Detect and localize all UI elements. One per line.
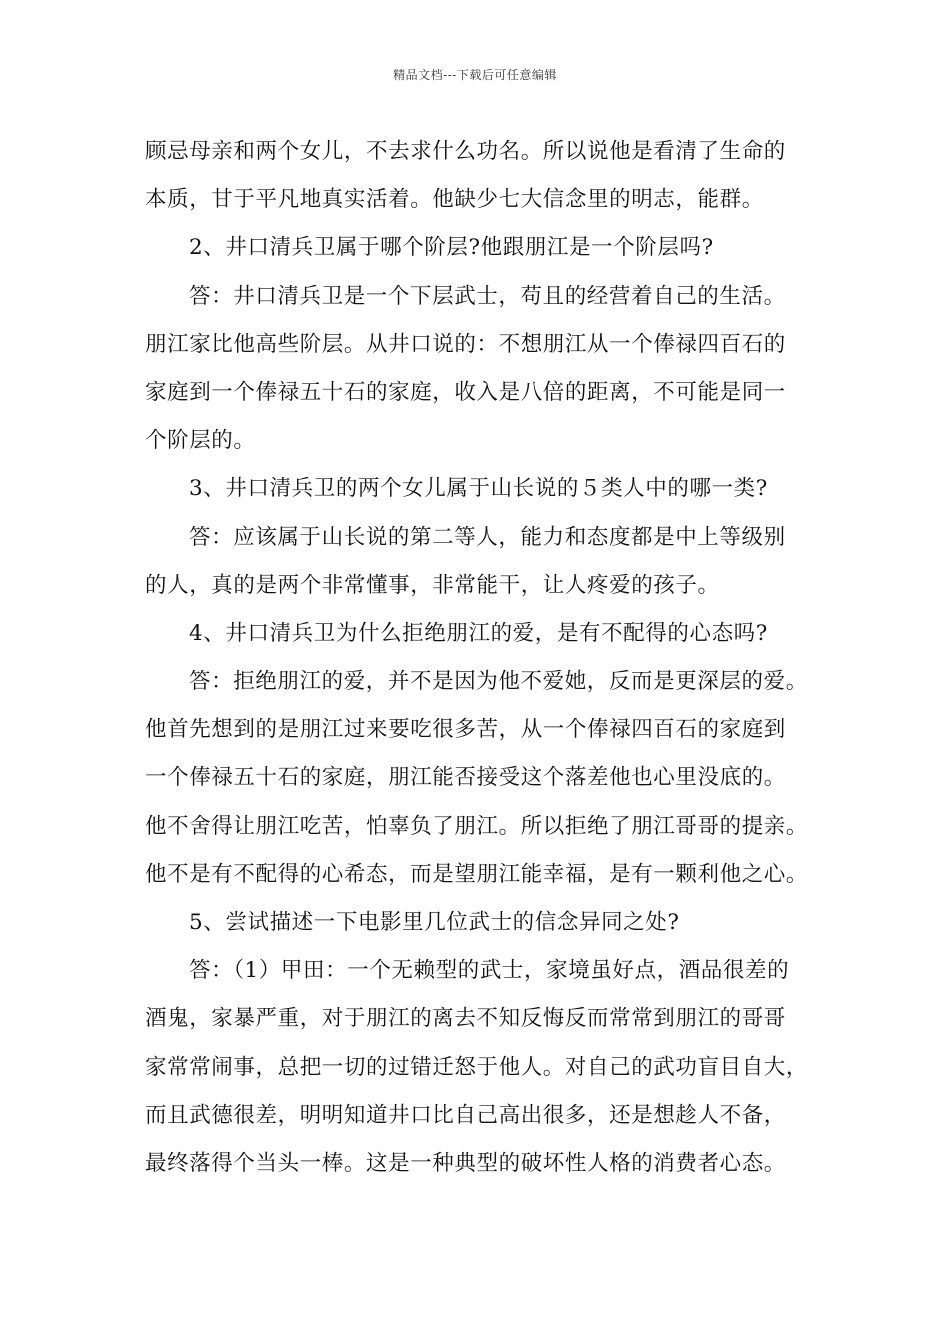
answer-line: 答：井口清兵卫是一个下层武士，苟且的经营着自己的生活。 [189, 283, 786, 309]
document-body [145, 128, 825, 1188]
text-line: 个阶层的。 [145, 428, 256, 454]
text-line: 一个俸禄五十石的家庭，朋江能否接受这个落差他也心里没底的。 [145, 765, 786, 791]
question-line: 3、井口清兵卫的两个女儿属于山长说的５类人中的哪一类? [189, 476, 768, 502]
text-line: 最终落得个当头一棒。这是一种典型的破坏性人格的消费者心态。 [145, 1150, 786, 1176]
answer-line: 答：应该属于山长说的第二等人，能力和态度都是中上等级别 [189, 524, 786, 550]
text-line: 朋江家比他高些阶层。从井口说的：不想朋江从一个俸禄四百石的 [145, 331, 786, 357]
question-line: 5、尝试描述一下电影里几位武士的信念异同之处? [189, 910, 680, 935]
text-line: 的人，真的是两个非常懂事，非常能干，让人疼爱的孩子。 [145, 572, 720, 598]
text-line: 他不是有不配得的心希态，而是望朋江能幸福，是有一颗利他之心。 [145, 861, 809, 887]
answer-line: 答：（1）甲田：一个无赖型的武士，家境虽好点，酒品很差的 [189, 958, 790, 984]
text-line: 酒鬼，家暴严重，对于朋江的离去不知反悔反而常常到朋江的哥哥 [145, 1006, 786, 1032]
page-header: 精品文档---下载后可任意编辑 [393, 68, 557, 82]
text-line: 本质，甘于平凡地真实活着。他缺少七大信念里的明志，能群。 [145, 187, 764, 213]
question-line: 4、井口清兵卫为什么拒绝朋江的爱，是有不配得的心态吗? [189, 620, 768, 646]
text-line: 而且武德很差，明明知道井口比自己高出很多，还是想趁人不备， [145, 1102, 786, 1128]
text-line: 家常常闹事，总把一切的过错迁怒于他人。对自己的武功盲目自大， [145, 1054, 809, 1080]
answer-line: 答：拒绝朋江的爱，并不是因为他不爱她，反而是更深层的爱。 [189, 669, 808, 695]
question-line: 2、井口清兵卫属于哪个阶层?他跟朋江是一个阶层吗? [189, 235, 714, 261]
text-line: 家庭到一个俸禄五十石的家庭，收入是八倍的距离，不可能是同一 [145, 379, 786, 405]
text-line: 他不舍得让朋江吃苦，怕辜负了朋江。所以拒绝了朋江哥哥的提亲。 [145, 813, 809, 839]
text-line: 他首先想到的是朋江过来要吃很多苦，从一个俸禄四百石的家庭到 [145, 717, 786, 743]
text-line: 顾忌母亲和两个女儿，不去求什么功名。所以说他是看清了生命的 [145, 139, 786, 164]
